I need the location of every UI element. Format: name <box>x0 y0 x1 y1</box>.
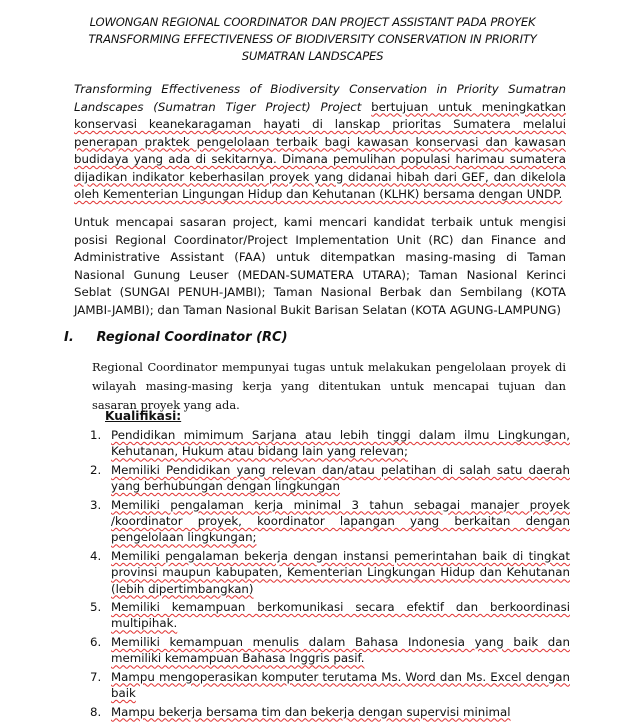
item-number: 5. <box>90 600 102 615</box>
item-text: Memiliki pengalaman bekerja dengan instansi pemerintahan baik di tingkat provinsi maupun kabupaten, Kementerian Lingkungan Hidup dan Kehutanan (lebih dipertimbangkan) <box>111 548 570 596</box>
title-line-1: LOWONGAN REGIONAL COORDINATOR DAN PROJECT ASSISTANT PADA PROYEK <box>89 15 536 29</box>
item-number: 1. <box>90 428 102 442</box>
list-item <box>90 669 570 702</box>
item-text: Memiliki kemampuan menulis dalam Bahasa Indonesia yang baik dan memiliki kemampuan Bahasa Inggris pasif. <box>111 634 570 666</box>
item-text: Mampu bekerja bersama tim dan bekerja dengan supervisi minimal <box>111 704 511 719</box>
item-number: 8. <box>90 704 102 719</box>
section-number: I. <box>64 330 74 345</box>
qualifications-list <box>90 427 570 722</box>
title-line-3: SUMATRAN LANDSCAPES <box>241 49 384 63</box>
list-item <box>90 599 570 632</box>
section-heading <box>64 330 288 345</box>
positions-body: Untuk mencapai sasaran project, kami mencari kandidat terbaik untuk mengisi posisi Regional Coordinator/Project Implementation Unit (RC) dan Finance and Administrative Assistant (FAA) untuk ditempatkan masing-masing di Taman Nasional Gunung Leuser (MEDAN-SUMATERA UTARA); Taman Nasional Kerinci Seblat (SUNGAI PENUH-JAMBI); Taman Nasional Berbak dan Sembilang (KOTA JAMBI-JAMBI); dan Taman Nasional Bukit Barisan Selatan (KOTA AGUNG-LAMPUNG) <box>74 215 566 317</box>
item-text: Mampu mengoperasikan komputer terutama Ms. Word dan Ms. Excel dengan baik <box>111 669 570 701</box>
intro-body: bertujuan untuk meningkatkan konservasi keanekaragaman hayati di lanskap prioritas Sumatera melalui penerapan praktek pengelolaan terbaik bagi kawasan konservasi dan kawasan budidaya yang ada di sekitarnya. Dimana pemulihan populasi harimau sumatera dijadikan indikator keberhasilan proyek yang didanai hibah dari GEF, dan dikelola oleh Kementerian Lingungan Hidup dan Kehutanan (KLHK) bersama dengan UNDP. <box>74 99 567 201</box>
project-name: Transforming Effectiveness of Biodiversity Conservation in Priority Sumatran Landscapes (Sumatran Tiger Project) Project <box>74 82 566 114</box>
intro-paragraph <box>74 81 566 204</box>
positions-paragraph <box>74 214 566 319</box>
item-text: Memiliki Pendidikan yang relevan dan/atau pelatihan di salah satu daerah yang berhubungan dengan lingkungan <box>111 462 570 494</box>
list-item <box>90 548 570 597</box>
list-item <box>90 497 570 546</box>
item-text: Memiliki pengalaman kerja minimal 3 tahun sebagai manajer proyek /koordinator proyek, koordinator lapangan yang berkaitan dengan pengelolaan lingkungan; <box>111 497 570 545</box>
item-number: 7. <box>90 669 102 684</box>
list-item <box>90 634 570 667</box>
item-text: Memiliki kemampuan berkomunikasi secara efektif dan berkoordinasi multipihak. <box>111 600 570 631</box>
section-title: Regional Coordinator (RC) <box>96 330 288 345</box>
list-item <box>90 704 570 720</box>
item-number: 6. <box>90 634 102 649</box>
qualifications-label: Kualifikasi: <box>105 409 182 423</box>
list-item <box>90 427 570 460</box>
list-item <box>90 462 570 495</box>
document-title <box>60 14 565 65</box>
title-line-2: TRANSFORMING EFFECTIVENESS OF BIODIVERSITY CONSERVATION IN PRIORITY <box>88 32 537 46</box>
item-number: 3. <box>90 497 102 512</box>
item-number: 4. <box>90 548 102 563</box>
item-text: Pendidikan mimimum Sarjana atau lebih tinggi dalam ilmu Lingkungan, Kehutanan, Hukum atau bidang lain yang relevan; <box>111 428 570 459</box>
item-number: 2. <box>90 462 102 477</box>
section-description: Regional Coordinator mempunyai tugas untuk melakukan pengelolaan proyek di wilayah masing-masing kerja yang ditentukan untuk mencapai tujuan dan sasaran proyek yang ada. <box>92 360 566 412</box>
